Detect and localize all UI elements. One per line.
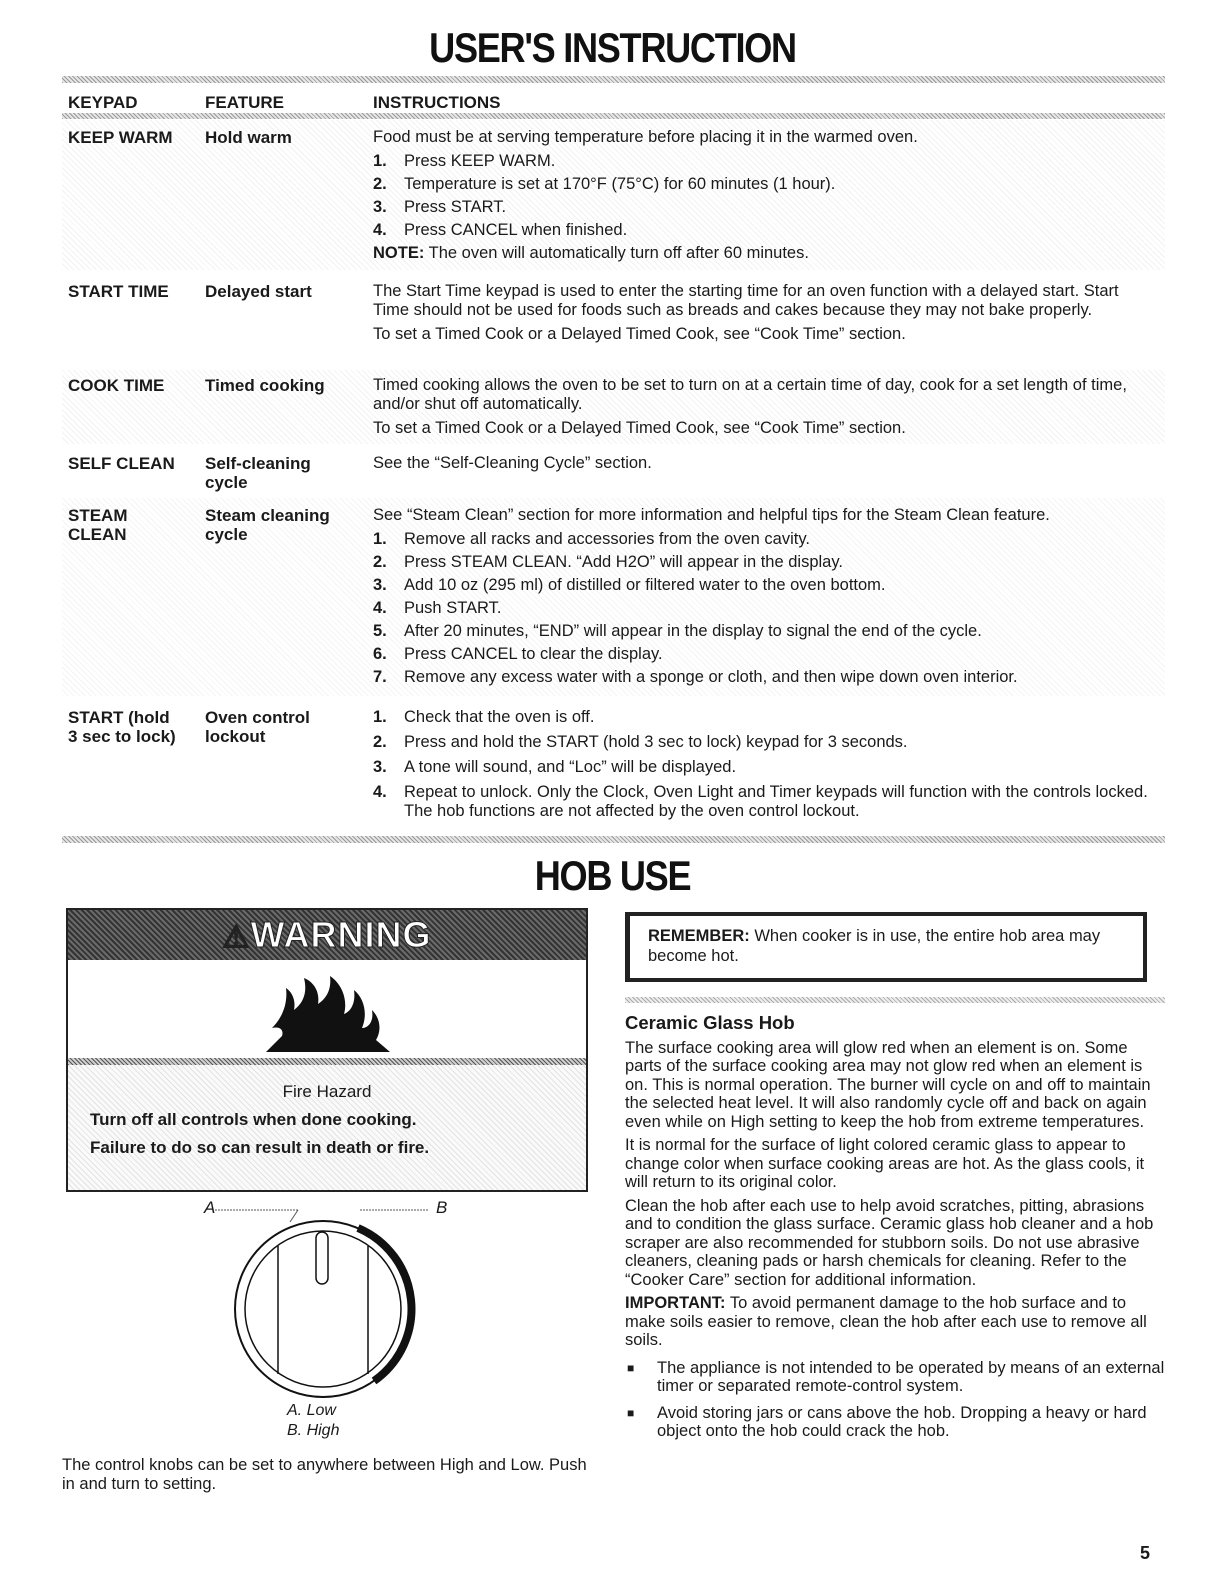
keypad-name: SELF CLEAN xyxy=(68,454,175,473)
remember-label: REMEMBER: xyxy=(648,927,750,945)
instructions xyxy=(373,376,1153,443)
section-divider xyxy=(62,836,1165,843)
knob-caption-high: B. High xyxy=(287,1422,340,1439)
instruction-step: 2. Press STEAM CLEAN. “Add H2O” will appear in the display. xyxy=(373,553,843,571)
feature-name: Hold warm xyxy=(205,128,292,147)
table-row xyxy=(62,120,1165,270)
feature-name: Timed cooking xyxy=(205,376,325,395)
ceramic-section xyxy=(625,1014,1165,1449)
feature-name: Oven control lockout xyxy=(205,708,310,746)
instruction-step: 2. Press and hold the START (hold 3 sec to lock) keypad for 3 seconds. xyxy=(373,733,908,751)
feature-name: Self-cleaning cycle xyxy=(205,454,311,492)
keypad-name: KEEP WARM xyxy=(68,128,173,147)
instruction-step: 4. Repeat to unlock. Only the Clock, Oven Light and Timer keypads will function with the controls locked. The hob functions are not affected by the oven control lockout. xyxy=(373,783,1148,820)
warning-header xyxy=(68,910,586,960)
instruction-text: To set a Timed Cook or a Delayed Timed Cook, see “Cook Time” section. xyxy=(373,419,906,437)
title-divider xyxy=(62,76,1165,83)
feature-name: Steam cleaning cycle xyxy=(205,506,330,544)
warning-separator xyxy=(68,1058,586,1065)
instruction-step: 2. Temperature is set at 170°F (75°C) for 60 minutes (1 hour). xyxy=(373,175,836,193)
instructions xyxy=(373,454,1153,478)
instruction-text: Timed cooking allows the oven to be set to turn on at a certain time of day, cook for a set length of time, and/or shut off automatically. xyxy=(373,376,1127,413)
warning-hazard: Fire Hazard xyxy=(282,1082,372,1101)
control-knob-diagram xyxy=(200,1206,450,1406)
warning-line: Failure to do so can result in death or fire. xyxy=(90,1138,430,1157)
instruction-step: 3. Press START. xyxy=(373,198,507,216)
subsection-title: Ceramic Glass Hob xyxy=(625,1012,795,1033)
instruction-step: 6. Press CANCEL to clear the display. xyxy=(373,645,663,663)
keypad-name: START TIME xyxy=(68,282,169,301)
paragraph: Clean the hob after each use to help avoid scratches, pitting, abrasions and to condition the glass surface. Ceramic glass hob cleaner and a hob scraper are also recommended for stubborn soils. Do not use abrasive cleaners, cleaning pads or harsh chemicals for cleaning. Refer to the “Cooker Care” section for additional information. xyxy=(625,1196,1154,1289)
instruction-step: 3. A tone will sound, and “Loc” will be displayed. xyxy=(373,758,737,776)
important-note: IMPORTANT: To avoid permanent damage to the hob surface and to make soils easier to remove, clean the hob after each use to remove all soils. xyxy=(625,1294,1147,1349)
keypad-name: START (hold 3 sec to lock) xyxy=(68,708,176,746)
warning-box xyxy=(66,908,588,1192)
paragraph: The surface cooking area will glow red when an element is on. Some parts of the surface cooking area may not glow red when an element is on. This is normal operation. The burner will cycle on and off to maintain the selected heat level. It will also randomly cycle off and back on again even while on High setting to keep the hob from extreme temperatures. xyxy=(625,1038,1151,1131)
feature-name: Delayed start xyxy=(205,282,312,301)
knob-caption-low: A. Low xyxy=(287,1402,336,1419)
instruction-note: NOTE: The oven will automatically turn off after 60 minutes. xyxy=(373,244,809,262)
instructions xyxy=(373,506,1153,691)
table-row xyxy=(62,698,1165,828)
remember-box xyxy=(625,912,1147,982)
instruction-text: The Start Time keypad is used to enter the starting time for an oven function with a delayed start. Start Time should not be used for foods such as breads and cakes because they may not bake properly. xyxy=(373,282,1119,319)
paragraph: It is normal for the surface of light colored ceramic glass to appear to change color when surface cooking areas are hot. As the glass cools, it will return to its original color. xyxy=(625,1136,1145,1191)
instruction-step: 7. Remove any excess water with a sponge or cloth, and then wipe down oven interior. xyxy=(373,668,1018,686)
table-row xyxy=(62,272,1165,368)
knob-label-b: B xyxy=(436,1198,448,1217)
bullet-square-icon: ■ xyxy=(627,1405,635,1420)
instructions xyxy=(373,128,1153,268)
fire-icon xyxy=(258,970,398,1056)
knob-label-a: A xyxy=(204,1198,216,1217)
instruction-step: 1. Press KEEP WARM. xyxy=(373,152,556,170)
column-header-feature: FEATURE xyxy=(205,93,285,112)
warning-body xyxy=(68,1065,586,1190)
page-number: 5 xyxy=(1140,1543,1151,1563)
column-header-keypad: KEYPAD xyxy=(68,93,138,112)
keypad-name: COOK TIME xyxy=(68,376,165,395)
table-row xyxy=(62,370,1165,444)
subsection-divider xyxy=(625,997,1165,1003)
instruction-step: 4. Push START. xyxy=(373,599,502,617)
instruction-text: To set a Timed Cook or a Delayed Timed Cook, see “Cook Time” section. xyxy=(373,325,906,343)
warning-heading: ⚠WARNING xyxy=(222,914,432,955)
instruction-step: 5. After 20 minutes, “END” will appear in the display to signal the end of the cycle. xyxy=(373,622,982,640)
bullet-item: ■ The appliance is not intended to be operated by means of an external timer or separated remote-control system. xyxy=(627,1358,1165,1395)
warning-triangle-icon: ⚠ xyxy=(222,921,251,954)
table-row xyxy=(62,446,1165,496)
bullet-square-icon: ■ xyxy=(627,1360,635,1375)
instructions xyxy=(373,282,1153,349)
instruction-step: 4. Press CANCEL when finished. xyxy=(373,221,628,239)
keypad-name: STEAM CLEAN xyxy=(68,506,128,544)
instruction-text: See the “Self-Cleaning Cycle” section. xyxy=(373,454,652,472)
instruction-step: 3. Add 10 oz (295 ml) of distilled or filtered water to the oven bottom. xyxy=(373,576,886,594)
header-divider xyxy=(62,113,1165,119)
instruction-intro: See “Steam Clean” section for more information and helpful tips for the Steam Clean feature. xyxy=(373,506,1050,524)
column-header-instructions: INSTRUCTIONS xyxy=(373,93,501,112)
bullet-item: ■ Avoid storing jars or cans above the hob. Dropping a heavy or hard object onto the hob could crack the hob. xyxy=(627,1403,1147,1440)
remember-text: When cooker is in use, the entire hob area may become hot. xyxy=(648,927,1101,965)
instructions xyxy=(373,708,1153,825)
instruction-intro: Food must be at serving temperature before placing it in the warmed oven. xyxy=(373,128,918,146)
table-row xyxy=(62,498,1165,696)
warning-line: Turn off all controls when done cooking. xyxy=(90,1110,417,1129)
page-title: USER'S INSTRUCTION xyxy=(429,24,796,71)
section-title: HOB USE xyxy=(534,852,691,899)
instruction-step: 1. Remove all racks and accessories from the oven cavity. xyxy=(373,530,810,548)
knob-description: The control knobs can be set to anywhere between High and Low. Push in and turn to setting. xyxy=(62,1456,587,1493)
instruction-step: 1. Check that the oven is off. xyxy=(373,708,595,726)
